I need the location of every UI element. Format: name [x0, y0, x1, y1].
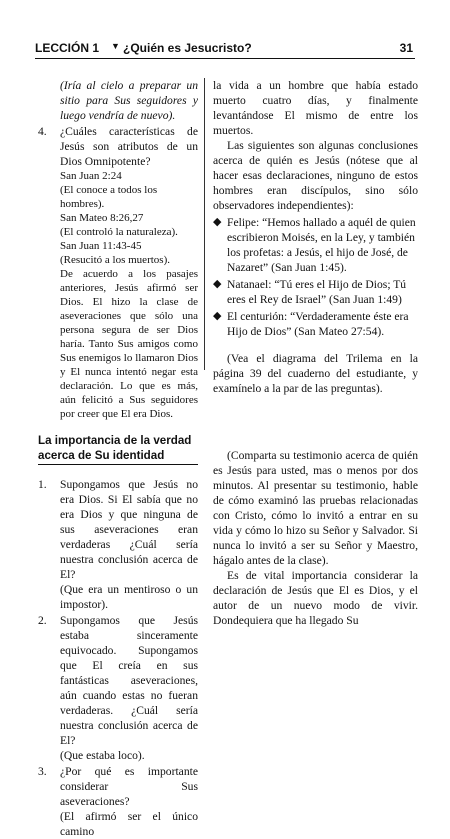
continued-paragraph: la vida a un hombre que había estado muerto cuatro días, y finalmente levantándose El mismo de entre los muertos.: [213, 79, 418, 137]
question-number: 3.: [38, 765, 47, 778]
question-number: 2.: [38, 614, 47, 627]
triangle-down-icon: ▼: [111, 41, 120, 51]
answer: (El controló la naturaleza).: [60, 226, 178, 238]
question-4: [38, 124, 198, 421]
answer: (Que estaba loco).: [60, 749, 145, 762]
answer: (Que era un mentiroso o un impostor).: [60, 583, 198, 611]
list-item-text: Natanael: “Tú eres el Hijo de Dios; Tú eres el Rey de Israel” (San Juan 1:49): [227, 278, 407, 306]
question-number: 1.: [38, 478, 47, 491]
question-text: Supongamos que Jesús estaba sinceramente equivocado. Supongamos que El creía en sus fantásticas aseveraciones, aún cuando estas no fueran verdaderas. ¿Cuál sería nuestra conclusión acerca de El?: [60, 614, 198, 747]
question-2: [38, 613, 198, 763]
reference: San Juan 11:43-45: [60, 240, 142, 252]
question-3: [38, 764, 198, 839]
column-divider: [204, 78, 205, 370]
teacher-note: (Vea el diagrama del Trilema en la página 39 del cuaderno del estudiante, y examínelo a la par de las preguntas).: [213, 352, 418, 395]
section-heading: La importancia de la verdad acerca de Su identidad: [38, 433, 198, 465]
paragraph: Las siguientes son algunas conclusiones acerca de quién es Jesús (nótese que al hacer esas declaraciones, ninguno de estos hombres eran discípulos, sino sólo observadores independientes):: [213, 139, 418, 212]
answer: (Resucitó a los muertos).: [60, 254, 170, 266]
right-column: [213, 78, 418, 628]
list-item: [213, 215, 418, 275]
intro-italic-note: (Iría al cielo a preparar un sitio para Sus seguidores y luego vendría de nuevo).: [60, 79, 198, 122]
answer: (El conoce a todos los hombres).: [60, 184, 158, 210]
list-item-text: El centurión: “Verdaderamente éste era Hijo de Dios” (San Mateo 27:54).: [227, 310, 409, 338]
diamond-bullet-icon: ◆: [213, 278, 222, 290]
diamond-bullet-icon: ◆: [213, 216, 222, 228]
paragraph: Es de vital importancia considerar la declaración de Jesús que El es Dios, y el autor de un nuevo modo de vivir. Dondequiera que ha llegado Su: [213, 569, 418, 627]
question-text: ¿Por qué es importante considerar Sus aseveraciones?: [60, 765, 198, 808]
answer: (El afirmó ser el único camino: [60, 810, 198, 838]
question-1: [38, 477, 198, 612]
lesson-label: LECCIÓN 1: [35, 41, 100, 55]
teacher-note: De acuerdo a los pasajes anteriores, Jesús afirmó ser Dios. El hizo la clase de aseveraciones que sólo una persona segura de ser Dios haría. Tanto Sus amigos como Sus enemigos lo llamaron Dios y El nunca intentó negar esta declaración. Lo que es más, aún felicitó a Sus seguidores por creer que El era Dios.: [60, 268, 198, 420]
list-item-text: Felipe: “Hemos hallado a aquél de quien escribieron Moisés, en la Ley, y también los profetas: a Jesús, el hijo de José, de Nazaret” (San Juan 1:45).: [227, 216, 416, 274]
question-number: 4.: [38, 125, 47, 138]
reference: San Juan 2:24: [60, 170, 122, 182]
running-header: [35, 40, 415, 59]
question-text: Supongamos que Jesús no era Dios. Si El sabía que no era Dios y que ninguna de sus aseveraciones eran verdaderas ¿Cuál sería nuestra conclusión acerca de El?: [60, 478, 198, 581]
chapter-title: ¿Quién es Jesucristo?: [123, 41, 252, 55]
teacher-note: (Comparta su testimonio acerca de quién es Jesús para usted, mas o menos por dos minutos. Al presentar su testimonio, hable de cómo examinó las pruebas relacionadas con Cristo, cómo lo invitó a entrar en su vida y cómo lo hizo su Señor y Salvador. Si nunca lo invitó a ser su Señor y Maestro, hágalo antes de la clase).: [213, 449, 418, 567]
page-number: 31: [399, 41, 413, 55]
reference: San Mateo 8:26,27: [60, 212, 144, 224]
left-column: [38, 78, 198, 839]
question-text: ¿Cuáles características de Jesús son atributos de un Dios Omnipotente?: [60, 125, 198, 168]
list-item: [213, 277, 418, 307]
list-item: [213, 309, 418, 339]
diamond-bullet-icon: ◆: [213, 310, 222, 322]
